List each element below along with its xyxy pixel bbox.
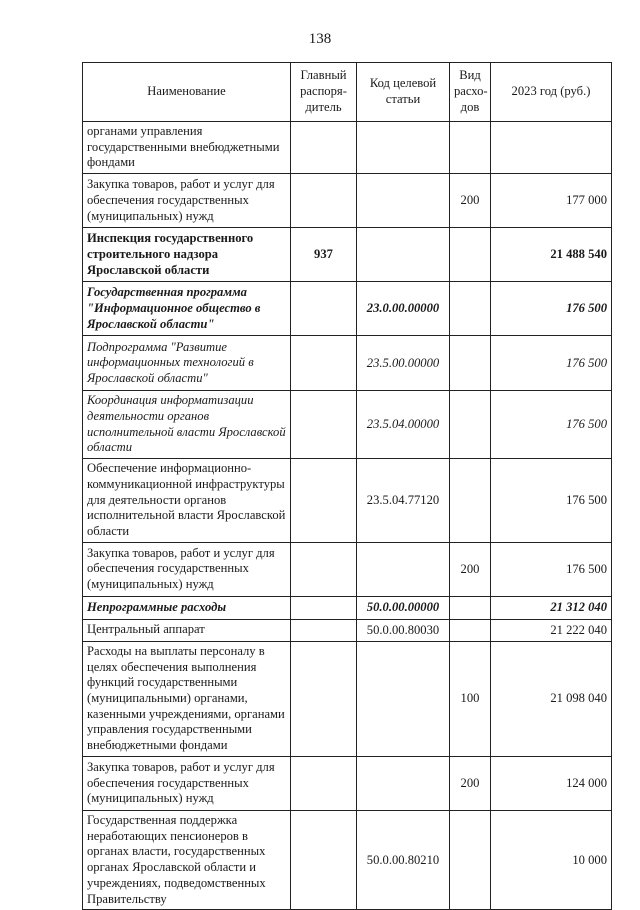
row-amount: 21 312 040 [491, 596, 612, 619]
row-glav [291, 459, 357, 543]
row-name: Непрограммные расходы [83, 596, 291, 619]
row-vid [450, 619, 491, 641]
row-name: Закупка товаров, работ и услуг для обеспечения государственных (муниципальных) нужд [83, 756, 291, 810]
row-code [357, 228, 450, 282]
table-row [83, 810, 612, 909]
row-code: 50.0.00.00000 [357, 596, 450, 619]
header-amount: 2023 год (руб.) [491, 63, 612, 122]
row-code: 23.5.04.00000 [357, 391, 450, 459]
table-row [83, 596, 612, 619]
budget-table [82, 62, 612, 910]
header-vid: Вид расхо-дов [450, 63, 491, 122]
table-row [83, 391, 612, 459]
table-row [83, 282, 612, 336]
row-glav [291, 391, 357, 459]
row-vid: 100 [450, 641, 491, 756]
row-code [357, 174, 450, 228]
row-glav [291, 756, 357, 810]
page-number: 138 [308, 31, 332, 47]
row-vid [450, 228, 491, 282]
header-name: Наименование [83, 63, 291, 122]
row-amount: 21 488 540 [491, 228, 612, 282]
row-vid [450, 596, 491, 619]
row-code [357, 756, 450, 810]
row-name: Закупка товаров, работ и услуг для обеспечения государственных (муниципальных) нужд [83, 174, 291, 228]
row-vid: 200 [450, 542, 491, 596]
table-row [83, 619, 612, 641]
row-vid [450, 810, 491, 909]
row-glav [291, 122, 357, 174]
row-code [357, 641, 450, 756]
row-name: органами управления государственными внебюджетными фондами [83, 122, 291, 174]
row-glav [291, 336, 357, 391]
row-amount: 124 000 [491, 756, 612, 810]
row-name: Расходы на выплаты персоналу в целях обеспечения выполнения функций государственными (муниципальными) органами, казенными учреждениями, органами управления государственными внебюджетными фондами [83, 641, 291, 756]
table-row [83, 756, 612, 810]
row-code [357, 122, 450, 174]
row-code: 50.0.00.80030 [357, 619, 450, 641]
table-row [83, 228, 612, 282]
header-code: Код целевой статьи [357, 63, 450, 122]
row-amount: 176 500 [491, 336, 612, 391]
table-row [83, 174, 612, 228]
row-name: Закупка товаров, работ и услуг для обеспечения государственных (муниципальных) нужд [83, 542, 291, 596]
row-code [357, 542, 450, 596]
row-vid: 200 [450, 174, 491, 228]
row-vid [450, 336, 491, 391]
row-code: 50.0.00.80210 [357, 810, 450, 909]
row-name: Координация информатизации деятельности органов исполнительной власти Ярославской области [83, 391, 291, 459]
row-amount: 176 500 [491, 391, 612, 459]
row-glav [291, 174, 357, 228]
row-amount: 177 000 [491, 174, 612, 228]
row-glav [291, 282, 357, 336]
row-code: 23.5.00.00000 [357, 336, 450, 391]
row-amount: 176 500 [491, 282, 612, 336]
header-glav: Главный распоря-дитель [291, 63, 357, 122]
row-name: Государственная программа "Информационное общество в Ярославской области" [83, 282, 291, 336]
row-vid [450, 122, 491, 174]
table-row [83, 459, 612, 543]
row-name: Подпрограмма "Развитие информационных технологий в Ярославской области" [83, 336, 291, 391]
row-amount: 21 098 040 [491, 641, 612, 756]
row-vid [450, 282, 491, 336]
row-name: Государственная поддержка неработающих пенсионеров в органах власти, государственных органах Ярославской области и учреждениях, подведомственных Правительству [83, 810, 291, 909]
row-name: Обеспечение информационно-коммуникационной инфраструктуры для деятельности органов исполнительной власти Ярославской области [83, 459, 291, 543]
row-amount [491, 122, 612, 174]
row-glav [291, 641, 357, 756]
row-glav [291, 810, 357, 909]
table-row [83, 336, 612, 391]
row-glav [291, 596, 357, 619]
row-glav: 937 [291, 228, 357, 282]
table-row [83, 122, 612, 174]
row-amount: 21 222 040 [491, 619, 612, 641]
row-name: Центральный аппарат [83, 619, 291, 641]
table-header-row [83, 63, 612, 122]
row-name: Инспекция государственного строительного надзора Ярославской области [83, 228, 291, 282]
table-row [83, 641, 612, 756]
row-code: 23.5.04.77120 [357, 459, 450, 543]
table-row [83, 542, 612, 596]
row-glav [291, 619, 357, 641]
row-vid [450, 459, 491, 543]
row-vid: 200 [450, 756, 491, 810]
row-vid [450, 391, 491, 459]
row-amount: 10 000 [491, 810, 612, 909]
row-amount: 176 500 [491, 542, 612, 596]
row-amount: 176 500 [491, 459, 612, 543]
row-code: 23.0.00.00000 [357, 282, 450, 336]
row-glav [291, 542, 357, 596]
